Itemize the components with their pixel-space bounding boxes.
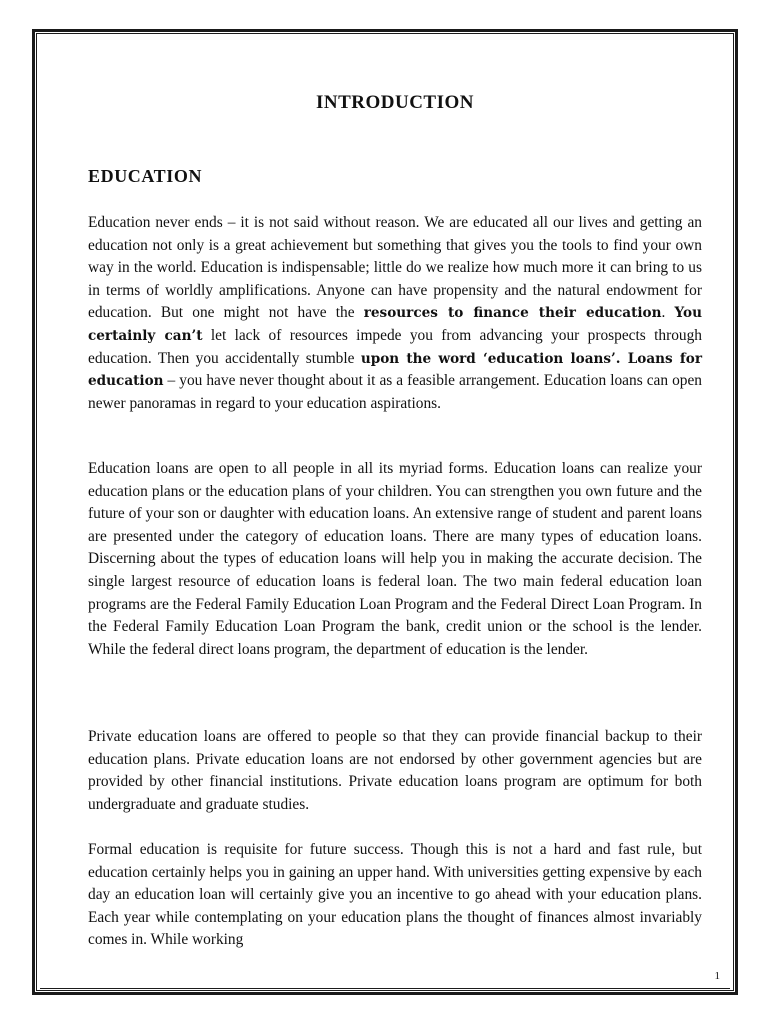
paragraph-1-bold-2: You certainly can’t: [88, 305, 702, 344]
paragraph-3: Private education loans are offered to people so that they can provide financial backup to their education plans. Private education loans are not endorsed by other government agencies but are provided by other financial institutions. Private education loans program are optimum for both undergraduate and graduate studies.: [88, 728, 702, 813]
paragraph-1-text-1: Education never ends – it is not said without reason. We are educated all our lives and getting an education not only is a great achievement but something that gives you the tools to find your own way in the world. Education is indispensable; little do we realize how much more it can bring to us in terms of worldly amplifications. Anyone can have propensity and the natural endowment for education. But one might not have the: [88, 214, 702, 322]
section-heading-education: EDUCATION: [88, 166, 203, 186]
paragraph-2: Education loans are open to all people in all its myriad forms. Education loans can realize your education plans or the education plans of your children. You can strengthen you own future and the future of your son or daughter with education loans. An extensive range of student and parent loans are presented under the category of education loans. There are many types of education loans. Discerning about the types of education loans will help you in making the accurate decision. The single largest resource of education loans is federal loan. The two main federal education loan programs are the Federal Family Education Loan Program and the Federal Direct Loan Program. In the Federal Family Education Loan Program the bank, credit union or the school is the lender. While the federal direct loans program, the department of education is the lender.: [88, 460, 702, 658]
paragraph-1-bold-3: upon the word ‘education loans’. Loans for education: [88, 350, 702, 390]
document-body: [88, 88, 702, 949]
paragraph-1-text-4: – you have never thought about it as a feasible arrangement. Education loans can open newer panoramas in regard to your education aspirations.: [88, 372, 702, 412]
document-title: INTRODUCTION: [315, 92, 475, 113]
paragraph-4: Formal education is requisite for future success. Though this is not a hard and fast rule, but education certainly helps you in gaining an upper hand. With universities getting expensive by each day an education loan will certainly give you an incentive to go ahead with your education plans. Each year while contemplating on your education plans the thought of finances almost invariably comes in. While working: [88, 841, 702, 949]
paragraph-1: [88, 212, 702, 415]
paragraph-1-text-2: .: [661, 304, 675, 322]
paragraph-1-text-3: let lack of resources impede you from advancing your prospects through education. Then you accidentally stumble: [88, 326, 702, 367]
footer-rule: [40, 988, 730, 989]
paragraph-1-bold-1: resources to finance their education: [363, 305, 662, 322]
page-number: 1: [714, 970, 720, 982]
